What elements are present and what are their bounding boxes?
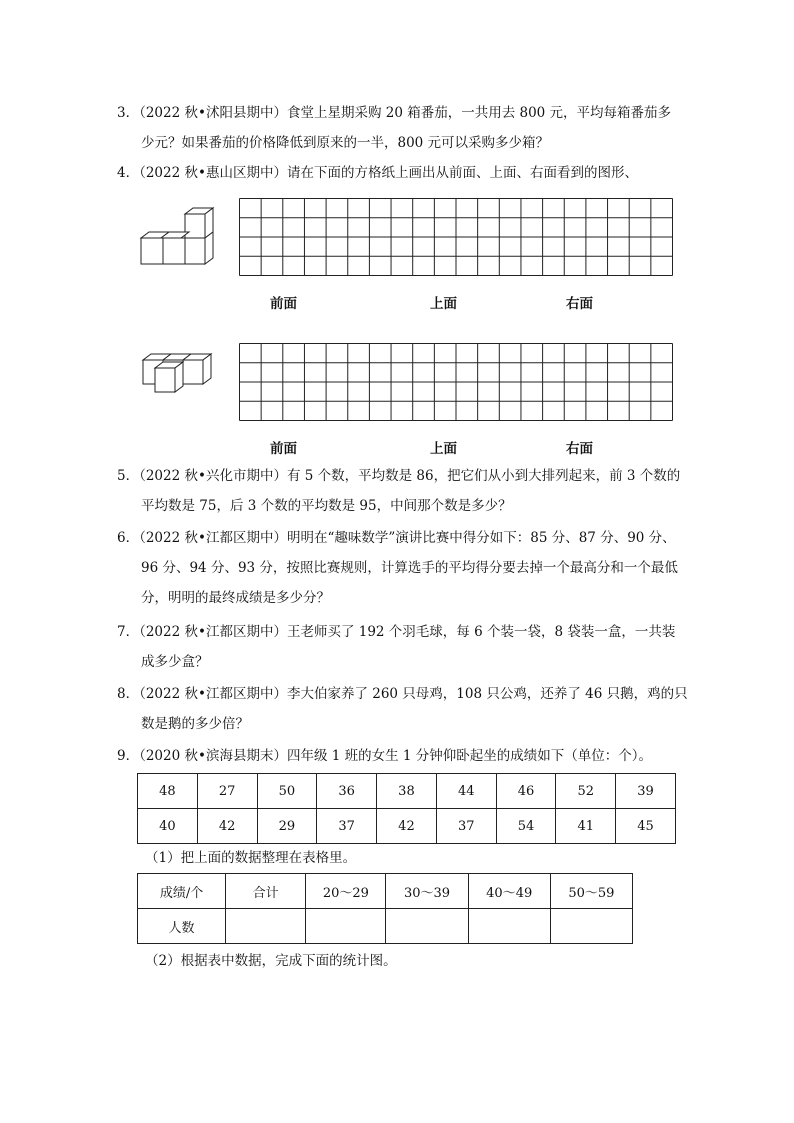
question-text: 8．（2022 秋•江都区期中）李大伯家养了 260 只母鸡，108 只公鸡，还养了 46 只鹅，鸡的只 [117, 686, 688, 702]
table-cell: 54 [496, 809, 556, 844]
question-8 [117, 679, 687, 739]
table-header-cell: 合计 [226, 874, 306, 909]
grid-paper-2 [239, 343, 673, 421]
table-row [138, 809, 676, 844]
label-top: 上面 [430, 296, 457, 312]
question-5 [117, 461, 687, 521]
table-cell: 29 [257, 809, 317, 844]
question-text: 4．（2022 秋•惠山区期中）请在下面的方格纸上画出从前面、上面、右面看到的图形、 [117, 165, 638, 181]
question-text: 少元？如果番茄的价格降低到原来的一半，800 元可以采购多少箱？ [141, 135, 550, 151]
table-cell: 42 [197, 809, 257, 844]
label-right: 右面 [566, 296, 593, 312]
table-cell: 39 [616, 774, 676, 809]
cube-figure-2 [135, 348, 225, 398]
answer-cell[interactable] [386, 909, 468, 944]
table-row [138, 909, 633, 944]
label-front: 前面 [270, 441, 297, 457]
question-text: 3．（2022 秋•沭阳县期中）食堂上星期采购 20 箱番茄，一共用去 800 元，平均每箱番茄多 [117, 105, 672, 121]
question-7 [117, 617, 687, 677]
answer-cell[interactable] [550, 909, 632, 944]
table-header-cell: 40～49 [468, 874, 550, 909]
scores-table [137, 773, 676, 844]
question-6 [117, 523, 687, 613]
question-text: 分，明明的最终成绩是多少分？ [141, 590, 330, 606]
question-text: 6．（2022 秋•江都区期中）明明在“趣味数学”演讲比赛中得分如下：85 分、87 分、90 分、 [117, 530, 676, 546]
question-text: 数是鹅的多少倍？ [141, 716, 249, 732]
table-cell: 37 [317, 809, 377, 844]
table-header-cell: 成绩/个 [138, 874, 226, 909]
question-text: 平均数是 75，后 3 个数的平均数是 95，中间那个数是多少？ [141, 498, 512, 514]
question-text: 9．（2020 秋•滨海县期末）四年级 1 班的女生 1 分钟仰卧起坐的成绩如下（单位：个）。 [117, 748, 653, 764]
table-cell: 52 [556, 774, 616, 809]
table-cell: 45 [616, 809, 676, 844]
question-text: 96 分、94 分、93 分，按照比赛规则，计算选手的平均得分要去掉一个最高分和一个最低 [141, 560, 678, 576]
table-header-cell: 30～39 [386, 874, 468, 909]
part-1-instruction: （1）把上面的数据整理在表格里。 [145, 850, 357, 866]
question-text: 7．（2022 秋•江都区期中）王老师买了 192 个羽毛球，每 6 个装一袋，8 袋装一盒，一共装 [117, 624, 676, 640]
table-cell: 40 [138, 809, 198, 844]
cube-figure-1 [135, 204, 225, 270]
question-4 [117, 158, 687, 188]
question-text: 成多少盒？ [141, 654, 209, 670]
grid-paper-1 [239, 198, 673, 276]
table-row-label: 人数 [138, 909, 226, 944]
table-cell: 38 [377, 774, 437, 809]
table-cell: 27 [197, 774, 257, 809]
table-header-cell: 20～29 [306, 874, 386, 909]
table-cell: 48 [138, 774, 198, 809]
table-cell: 42 [377, 809, 437, 844]
label-top: 上面 [430, 441, 457, 457]
answer-cell[interactable] [468, 909, 550, 944]
table-cell: 50 [257, 774, 317, 809]
answer-cell[interactable] [226, 909, 306, 944]
answer-cell[interactable] [306, 909, 386, 944]
table-header-cell: 50～59 [550, 874, 632, 909]
table-cell: 44 [436, 774, 496, 809]
question-9 [117, 741, 687, 771]
tally-table [137, 873, 633, 944]
table-row [138, 774, 676, 809]
table-cell: 46 [496, 774, 556, 809]
table-cell: 41 [556, 809, 616, 844]
question-text: 5．（2022 秋•兴化市期中）有 5 个数，平均数是 86，把它们从小到大排列起来，前 3 个数的 [117, 468, 681, 484]
label-front: 前面 [270, 296, 297, 312]
table-cell: 37 [436, 809, 496, 844]
question-3 [117, 98, 687, 158]
table-cell: 36 [317, 774, 377, 809]
label-right: 右面 [566, 441, 593, 457]
part-2-instruction: （2）根据表中数据，完成下面的统计图。 [145, 953, 397, 969]
table-row [138, 874, 633, 909]
